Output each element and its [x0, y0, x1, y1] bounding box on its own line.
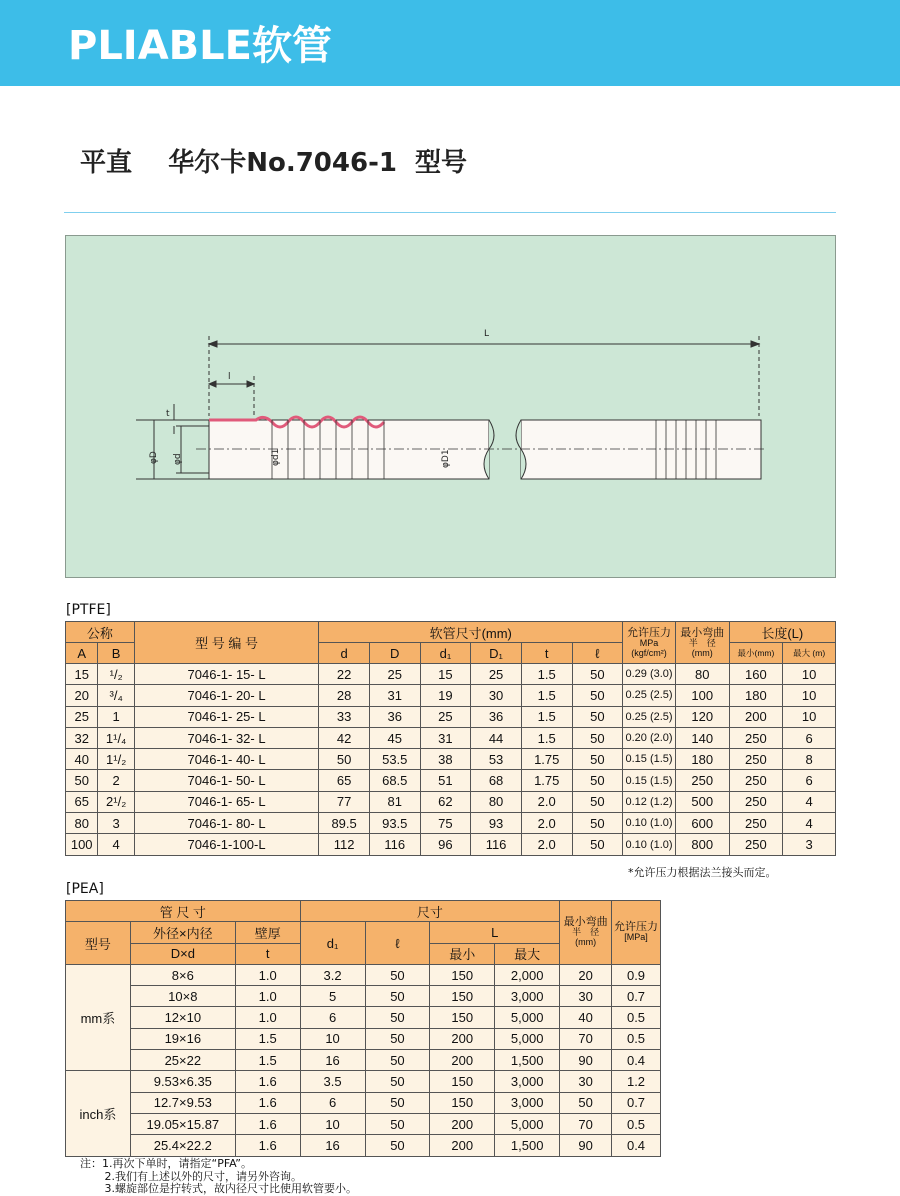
table-cell: 50 [365, 1135, 430, 1156]
table-row [66, 1050, 661, 1071]
col-Dxd: D×d [130, 943, 235, 964]
table-cell: 116 [471, 834, 522, 855]
table-cell: 89.5 [319, 813, 370, 834]
table-cell: 25×22 [130, 1050, 235, 1071]
table-cell: 50 [572, 685, 623, 706]
table-cell: 1.5 [521, 727, 572, 748]
table-row [66, 664, 836, 685]
table-cell: 3,000 [495, 1071, 560, 1092]
table-cell: 250 [729, 834, 783, 855]
col-pressure [612, 901, 661, 965]
table-cell: 5,000 [495, 1028, 560, 1049]
col-d1: d₁ [420, 643, 471, 664]
table-cell: 600 [675, 813, 729, 834]
table-cell: 50 [365, 1050, 430, 1071]
col-B: B [98, 643, 134, 664]
table-cell: 0.10 (1.0) [623, 813, 676, 834]
table-cell: 3.5 [300, 1071, 365, 1092]
table-cell: 5,000 [495, 1007, 560, 1028]
group-label: inch系 [66, 1071, 131, 1156]
table-cell: 50 [572, 813, 623, 834]
table-cell: 250 [675, 770, 729, 791]
table-cell: 250 [729, 749, 783, 770]
table-cell: 44 [471, 727, 522, 748]
table-cell: 140 [675, 727, 729, 748]
table-cell: 7046-1- 65- L [134, 791, 318, 812]
col-d1: d₁ [300, 922, 365, 965]
table-cell: 25 [420, 706, 471, 727]
table-cell: 50 [572, 664, 623, 685]
table-cell: 36 [369, 706, 420, 727]
table-cell: 93.5 [369, 813, 420, 834]
table-cell: 0.4 [612, 1135, 661, 1156]
col-model: 型号 [66, 922, 131, 965]
bend-label: 最小弯曲 [563, 916, 608, 929]
table-cell: 7046-1- 20- L [134, 685, 318, 706]
table-cell: 42 [319, 727, 370, 748]
table-row [66, 706, 836, 727]
col-L: L [430, 922, 560, 943]
pea-label: [PEA] [66, 881, 104, 897]
col-max: 最大 (m) [783, 643, 836, 664]
table-cell: 0.7 [612, 986, 661, 1007]
table-cell: 7046-1- 50- L [134, 770, 318, 791]
table-cell: 40 [560, 1007, 612, 1028]
table-cell: 1.5 [521, 664, 572, 685]
table-cell: 1.5 [235, 1050, 300, 1071]
table-cell: 50 [572, 706, 623, 727]
table-cell: 50 [365, 1092, 430, 1113]
table-cell: 65 [319, 770, 370, 791]
table-cell: 200 [430, 1113, 495, 1134]
table-cell: 62 [420, 791, 471, 812]
table-row [66, 834, 836, 855]
table-row [66, 1113, 661, 1134]
table-cell: 38 [420, 749, 471, 770]
table-cell: 36 [471, 706, 522, 727]
table-cell: 50 [572, 791, 623, 812]
table-cell: 0.7 [612, 1092, 661, 1113]
table-cell: 19.05×15.87 [130, 1113, 235, 1134]
table-cell: 3,000 [495, 1092, 560, 1113]
col-length: 长度(L) [729, 622, 835, 643]
table-cell: 93 [471, 813, 522, 834]
col-wall: 壁厚 [235, 922, 300, 943]
col-t: t [521, 643, 572, 664]
table-row [66, 964, 661, 985]
table-cell: 0.15 (1.5) [623, 770, 676, 791]
table-cell: 800 [675, 834, 729, 855]
table-row [66, 1007, 661, 1028]
col-size: 尺寸 [300, 901, 559, 922]
table-cell: 0.20 (2.0) [623, 727, 676, 748]
table-cell: 75 [420, 813, 471, 834]
pea-table [65, 900, 661, 1157]
col-L-min: 最小 [430, 943, 495, 964]
table-cell: 4 [783, 791, 836, 812]
table-cell: 16 [300, 1050, 365, 1071]
table-cell: 1.2 [612, 1071, 661, 1092]
col-D1: D₁ [471, 643, 522, 664]
col-l: ℓ [572, 643, 623, 664]
dim-D-label: φD [149, 451, 159, 464]
table-row [66, 770, 836, 791]
table-cell: 90 [560, 1050, 612, 1071]
table-cell: 65 [66, 791, 98, 812]
table-cell: 2 [98, 770, 134, 791]
table-cell: 1.75 [521, 749, 572, 770]
table-cell: 15 [420, 664, 471, 685]
table-cell: 10 [783, 685, 836, 706]
dim-D1-label: φD1 [441, 449, 451, 468]
table-cell: 1,500 [495, 1050, 560, 1071]
table-row [66, 813, 836, 834]
table-cell: 180 [729, 685, 783, 706]
table-cell: 1,500 [495, 1135, 560, 1156]
table-cell: 50 [572, 834, 623, 855]
table-cell: 51 [420, 770, 471, 791]
table-cell: 10 [300, 1113, 365, 1134]
table-cell: 50 [365, 986, 430, 1007]
table-cell: 80 [675, 664, 729, 685]
col-bend [560, 901, 612, 965]
hose-drawing [66, 236, 837, 579]
page-header [0, 0, 900, 86]
table-cell: 9.53×6.35 [130, 1071, 235, 1092]
table-row [66, 727, 836, 748]
table-cell: 250 [729, 813, 783, 834]
table-cell: 68.5 [369, 770, 420, 791]
col-pipe-size: 管 尺 寸 [66, 901, 301, 922]
dim-t-label: t [166, 409, 170, 419]
dim-d1-label: φd1 [271, 448, 281, 466]
table-cell: 250 [729, 770, 783, 791]
table-cell: 3 [783, 834, 836, 855]
table-cell: 7046-1-100-L [134, 834, 318, 855]
table-cell: 10 [300, 1028, 365, 1049]
table-cell: 6 [783, 727, 836, 748]
table-cell: 77 [319, 791, 370, 812]
table-cell: 2.0 [521, 834, 572, 855]
bend-label: 最小弯曲 [680, 626, 725, 639]
col-d: d [319, 643, 370, 664]
table-cell: 0.15 (1.5) [623, 749, 676, 770]
footnotes [80, 1158, 357, 1196]
table-cell: 8 [783, 749, 836, 770]
table-cell: 0.12 (1.2) [623, 791, 676, 812]
footnote-1: 注：1.再次下单时，请指定“PFA”。 [80, 1157, 253, 1170]
table-cell: 1.75 [521, 770, 572, 791]
pressure-label: 允许压力 [627, 626, 672, 639]
table-cell: 7046-1- 25- L [134, 706, 318, 727]
col-min: 最小(mm) [729, 643, 783, 664]
table-cell: 50 [66, 770, 98, 791]
dim-l-label: l [228, 372, 231, 382]
table-cell: 100 [675, 685, 729, 706]
divider [64, 212, 836, 213]
table-cell: 2¹/₂ [98, 791, 134, 812]
table-cell: 6 [300, 1007, 365, 1028]
table-cell: 1.5 [235, 1028, 300, 1049]
table-cell: 0.25 (2.5) [623, 685, 676, 706]
col-t: t [235, 943, 300, 964]
col-bend [675, 622, 729, 664]
table-cell: 50 [319, 749, 370, 770]
table-cell: 10 [783, 706, 836, 727]
table-row [66, 1028, 661, 1049]
table-cell: 31 [369, 685, 420, 706]
table-cell: ³/₄ [98, 685, 134, 706]
table-cell: 10 [783, 664, 836, 685]
table-cell: 15 [66, 664, 98, 685]
table-cell: 7046-1- 40- L [134, 749, 318, 770]
col-l: ℓ [365, 922, 430, 965]
table-cell: 50 [572, 727, 623, 748]
col-pressure [623, 622, 676, 664]
table-cell: 7046-1- 32- L [134, 727, 318, 748]
table-cell: 96 [420, 834, 471, 855]
table-row [66, 1135, 661, 1156]
footnote-3: 3.螺旋部位是拧转式，故内径尺寸比使用软管要小。 [80, 1182, 357, 1195]
ptfe-note: *允许压力根据法兰接头而定。 [628, 866, 777, 879]
table-cell: 3.2 [300, 964, 365, 985]
table-cell: 0.5 [612, 1113, 661, 1134]
pressure-unit2: (kgf/cm²) [631, 647, 667, 658]
table-cell: 25.4×22.2 [130, 1135, 235, 1156]
table-cell: 53 [471, 749, 522, 770]
table-cell: 1.5 [521, 685, 572, 706]
table-cell: 0.10 (1.0) [623, 834, 676, 855]
table-cell: 7046-1- 15- L [134, 664, 318, 685]
table-cell: 150 [430, 964, 495, 985]
table-cell: 1.0 [235, 986, 300, 1007]
table-cell: 6 [300, 1092, 365, 1113]
table-cell: 1¹/₄ [98, 727, 134, 748]
table-cell: 250 [729, 791, 783, 812]
col-nominal: 公称 [66, 622, 135, 643]
table-cell: 70 [560, 1028, 612, 1049]
table-cell: 5,000 [495, 1113, 560, 1134]
table-cell: 33 [319, 706, 370, 727]
table-cell: 50 [365, 964, 430, 985]
bend-unit: (mm) [691, 647, 713, 658]
table-cell: 25 [66, 706, 98, 727]
table-cell: 2.0 [521, 791, 572, 812]
group-label: mm系 [66, 964, 131, 1070]
table-cell: 50 [365, 1007, 430, 1028]
table-cell: 68 [471, 770, 522, 791]
table-cell: 20 [66, 685, 98, 706]
table-cell: 150 [430, 986, 495, 1007]
ptfe-table [65, 621, 836, 856]
table-cell: 30 [560, 986, 612, 1007]
table-row [66, 749, 836, 770]
table-cell: 22 [319, 664, 370, 685]
table-cell: 0.5 [612, 1028, 661, 1049]
table-cell: 20 [560, 964, 612, 985]
table-cell: 50 [365, 1071, 430, 1092]
table-cell: 19 [420, 685, 471, 706]
table-cell: 120 [675, 706, 729, 727]
table-row [66, 1092, 661, 1113]
table-cell: 5 [300, 986, 365, 1007]
table-cell: 28 [319, 685, 370, 706]
table-cell: 0.5 [612, 1007, 661, 1028]
col-D: D [369, 643, 420, 664]
table-cell: 1.6 [235, 1135, 300, 1156]
table-cell: 1.0 [235, 1007, 300, 1028]
table-cell: 180 [675, 749, 729, 770]
table-cell: 1.6 [235, 1092, 300, 1113]
bend-unit: (mm) [575, 937, 597, 948]
pressure-label: 允许压力 [614, 921, 659, 934]
col-A: A [66, 643, 98, 664]
table-cell: 50 [572, 749, 623, 770]
table-cell: 1.6 [235, 1071, 300, 1092]
page-title: PLIABLE软管 [68, 23, 332, 69]
table-cell: 150 [430, 1007, 495, 1028]
table-cell: 53.5 [369, 749, 420, 770]
table-cell: 25 [369, 664, 420, 685]
table-cell: 200 [430, 1135, 495, 1156]
table-cell: 250 [729, 727, 783, 748]
table-cell: 1.0 [235, 964, 300, 985]
table-cell: 50 [365, 1113, 430, 1134]
table-cell: 50 [572, 770, 623, 791]
table-cell: 31 [420, 727, 471, 748]
table-cell: 50 [365, 1028, 430, 1049]
pressure-unit: MPa [639, 637, 659, 648]
table-cell: 80 [66, 813, 98, 834]
table-cell: 0.25 (2.5) [623, 706, 676, 727]
table-cell: 0.9 [612, 964, 661, 985]
table-row [66, 1071, 661, 1092]
bend-label2: 半 径 [688, 637, 716, 648]
table-cell: 30 [560, 1071, 612, 1092]
table-cell: 0.4 [612, 1050, 661, 1071]
table-cell: 80 [471, 791, 522, 812]
bend-label2: 半 径 [572, 927, 600, 938]
table-cell: 25 [471, 664, 522, 685]
table-cell: 4 [783, 813, 836, 834]
dim-d-label: φd [173, 453, 183, 465]
table-cell: 160 [729, 664, 783, 685]
table-cell: 1¹/₂ [98, 749, 134, 770]
col-model: 型 号 编 号 [134, 622, 318, 664]
table-cell: 1 [98, 706, 134, 727]
table-cell: 200 [430, 1028, 495, 1049]
table-cell: 45 [369, 727, 420, 748]
table-cell: 1.6 [235, 1113, 300, 1134]
table-cell: 150 [430, 1092, 495, 1113]
table-cell: 90 [560, 1135, 612, 1156]
table-cell: 81 [369, 791, 420, 812]
table-cell: 50 [560, 1092, 612, 1113]
table-cell: 116 [369, 834, 420, 855]
table-cell: 8×6 [130, 964, 235, 985]
footnote-2: 2.我们有上述以外的尺寸，请另外咨询。 [80, 1169, 302, 1183]
table-cell: 40 [66, 749, 98, 770]
product-subtitle: 平直 华尔卡No.7046-1 型号 [80, 148, 468, 178]
table-cell: 3,000 [495, 986, 560, 1007]
table-cell: 3 [98, 813, 134, 834]
table-row [66, 791, 836, 812]
table-cell: 100 [66, 834, 98, 855]
pressure-unit: [MPa] [624, 932, 648, 943]
table-cell: 30 [471, 685, 522, 706]
col-dims: 软管尺寸(mm) [319, 622, 623, 643]
table-cell: 10×8 [130, 986, 235, 1007]
table-cell: 0.29 (3.0) [623, 664, 676, 685]
table-cell: 2,000 [495, 964, 560, 985]
table-cell: 200 [430, 1050, 495, 1071]
col-od-id: 外径×内径 [130, 922, 235, 943]
table-cell: 2.0 [521, 813, 572, 834]
table-row [66, 986, 661, 1007]
table-cell: 500 [675, 791, 729, 812]
table-cell: 32 [66, 727, 98, 748]
table-cell: 70 [560, 1113, 612, 1134]
col-L-max: 最大 [495, 943, 560, 964]
dim-L-label: L [484, 329, 490, 339]
table-row [66, 685, 836, 706]
table-cell: 16 [300, 1135, 365, 1156]
table-cell: 200 [729, 706, 783, 727]
table-cell: 112 [319, 834, 370, 855]
table-cell: ¹/₂ [98, 664, 134, 685]
table-cell: 1.5 [521, 706, 572, 727]
table-cell: 19×16 [130, 1028, 235, 1049]
table-cell: 4 [98, 834, 134, 855]
ptfe-label: [PTFE] [66, 602, 111, 618]
table-cell: 12×10 [130, 1007, 235, 1028]
table-cell: 6 [783, 770, 836, 791]
table-cell: 12.7×9.53 [130, 1092, 235, 1113]
table-cell: 7046-1- 80- L [134, 813, 318, 834]
table-cell: 150 [430, 1071, 495, 1092]
hose-diagram [65, 235, 836, 578]
